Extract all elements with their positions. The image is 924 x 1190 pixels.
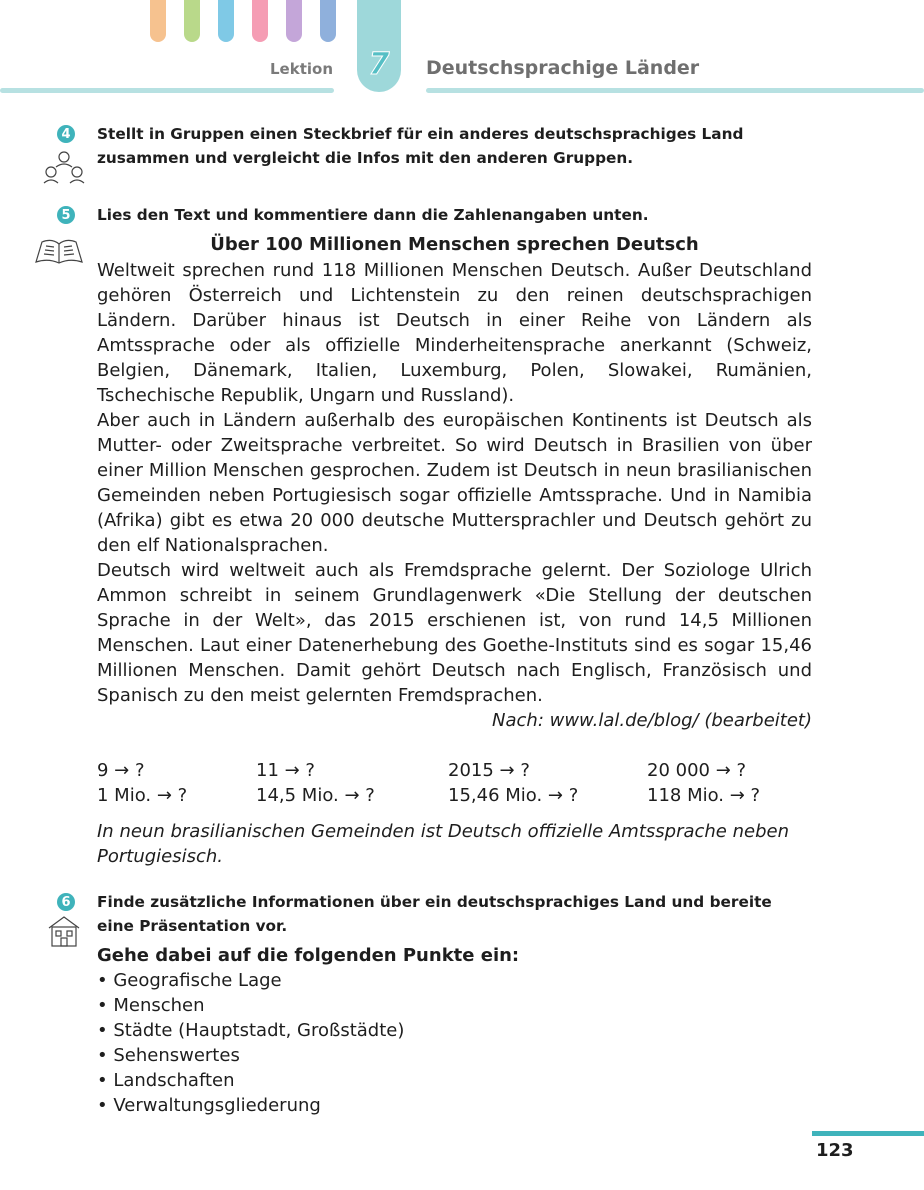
number-prompt: 118 Mio. → ?	[647, 785, 761, 806]
number-prompt: 1 Mio. → ?	[97, 785, 188, 806]
exercise-5-instruction: Lies den Text und kommentiere dann die Zahlenangaben unten.	[97, 206, 649, 224]
list-item: • Städte (Hauptstadt, Großstädte)	[97, 1018, 404, 1043]
color-tab	[252, 0, 268, 42]
paragraph: Aber auch in Ländern außerhalb des europäischen Kontinents ist Deutsch als Mutter- oder Zweitsprache verbreitet. So wird Deutsch in Brasilien von über einer Million Menschen gesprochen. Zudem ist Deutsch in neun brasilianischen Gemeinden neben Portugiesisch sogar offizielle Amtssprache. Und in Namibia (Afrika) gibt es etwa 20 000 deutsche Muttersprachler und Deutsch gehört zu den elf Nationalsprachen.	[97, 410, 812, 556]
color-tab	[320, 0, 336, 42]
footer-line	[812, 1131, 924, 1136]
lektion-label: Lektion	[270, 60, 334, 78]
number-prompt: 14,5 Mio. → ?	[256, 785, 375, 806]
list-item: • Menschen	[97, 993, 404, 1018]
header-line-right	[426, 88, 924, 93]
lesson-number: 7	[368, 47, 390, 82]
lesson-number-badge	[357, 0, 401, 92]
header-line-left	[0, 88, 334, 93]
color-tab	[286, 0, 302, 42]
exercise-6-instruction: Finde zusätzliche Informationen über ein deutschsprachiges Land und bereite eine Präsentation vor.	[97, 893, 772, 935]
example-sentence: In neun brasilianischen Gemeinden ist Deutsch offizielle Amtssprache neben Portugiesisch.	[97, 821, 789, 867]
list-item: • Sehenswertes	[97, 1043, 404, 1068]
exercise-number-6: 6	[57, 893, 75, 911]
list-item: • Geografische Lage	[97, 968, 404, 993]
number-prompt: 20 000 → ?	[647, 760, 747, 781]
list-item: • Verwaltungsgliederung	[97, 1093, 404, 1118]
exercise-number-5: 5	[57, 206, 75, 224]
group-work-icon	[42, 148, 86, 186]
points-heading: Gehe dabei auf die folgenden Punkte ein:	[97, 945, 520, 966]
reading-text	[97, 258, 812, 708]
number-prompt: 2015 → ?	[448, 760, 530, 781]
exercise-4-instruction: Stellt in Gruppen einen Steckbrief für ein anderes deutschsprachiges Land zusammen und vergleicht die Infos mit den anderen Gruppen.	[97, 125, 744, 167]
list-item: • Landschaften	[97, 1068, 404, 1093]
house-icon	[46, 914, 82, 948]
chapter-title: Deutschsprachige Länder	[426, 57, 700, 79]
number-prompt: 11 → ?	[256, 760, 315, 781]
number-prompt: 9 → ?	[97, 760, 145, 781]
number-prompt: 15,46 Mio. → ?	[448, 785, 579, 806]
page-number: 123	[816, 1140, 854, 1161]
exercise-number-4: 4	[57, 125, 75, 143]
open-book-icon	[32, 236, 86, 266]
paragraph: Deutsch wird weltweit auch als Fremdsprache gelernt. Der Soziologe Ulrich Ammon schreibt in seinem Grundlagenwerk «Die Stellung der deutschen Sprache in der Welt», das 2015 erschienen ist, von rund 14,5 Millionen Menschen. Laut einer Datenerhebung des Goethe-Instituts sind es sogar 15,46 Millionen Menschen. Damit gehört Deutsch nach Englisch, Französisch und Spanisch zu den meist gelernten Fremdsprachen.	[97, 560, 812, 706]
color-tab	[218, 0, 234, 42]
color-tab	[184, 0, 200, 42]
text-title: Über 100 Millionen Menschen sprechen Deutsch	[210, 234, 699, 255]
color-tab	[150, 0, 166, 42]
source-citation: Nach: www.lal.de/blog/ (bearbeitet)	[492, 710, 812, 731]
points-list	[97, 968, 404, 1118]
paragraph: Weltweit sprechen rund 118 Millionen Menschen Deutsch. Außer Deutschland gehören Österreich und Lichtenstein zu den reinen deutschsprachigen Ländern. Darüber hinaus ist Deutsch in einer Reihe von Ländern als Amtssprache oder als offizielle Minderheitensprache anerkannt (Schweiz, Belgien, Dänemark, Italien, Luxemburg, Polen, Slowakei, Rumänien, Tschechische Republik, Ungarn und Russland).	[97, 260, 812, 406]
